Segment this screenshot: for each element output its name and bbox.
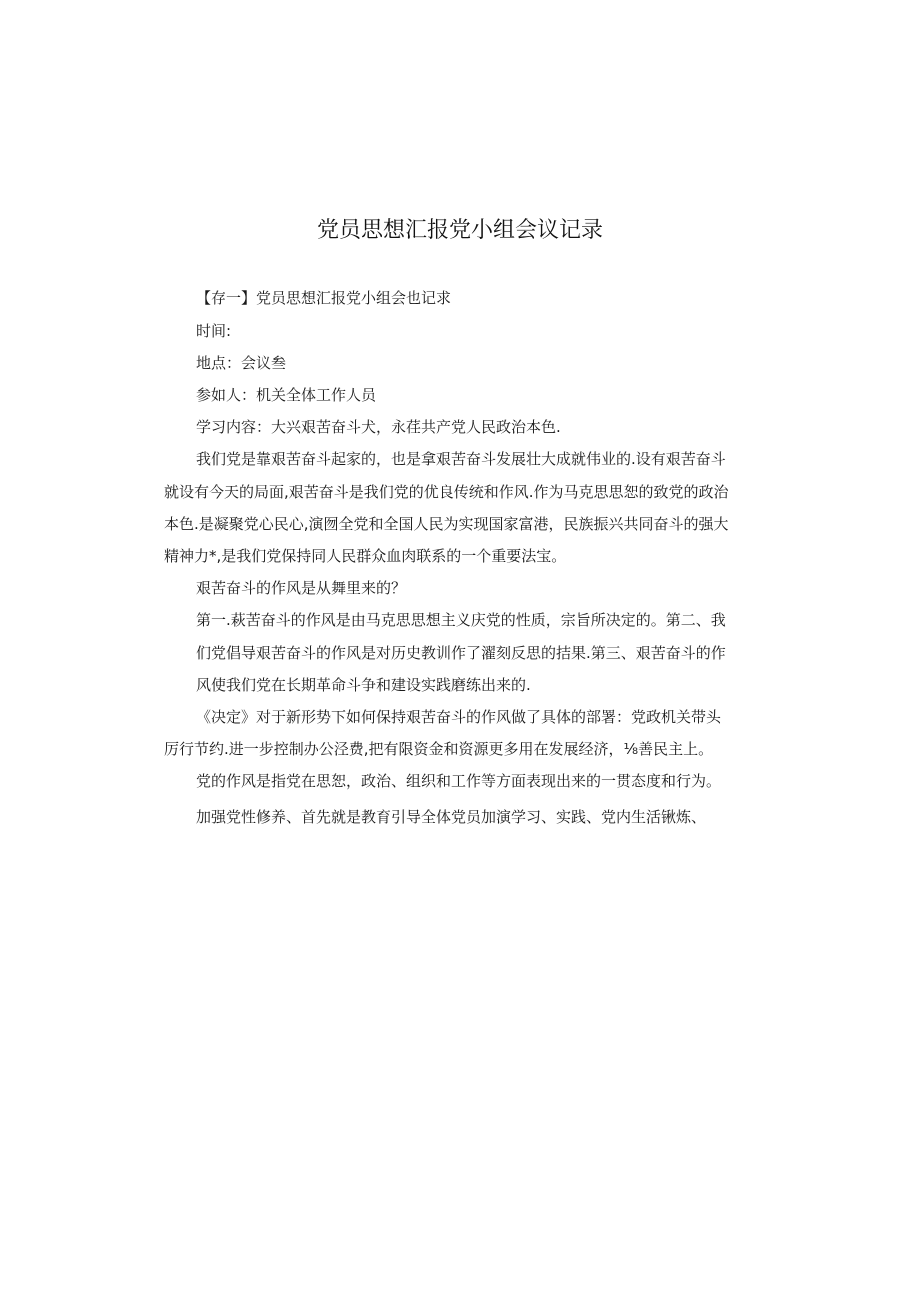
question-line: 艰苦奋斗的作风是从舞里来的？ xyxy=(196,579,407,597)
paragraph-line: 风使我们党在长期革命斗争和建设实践磨练出来的. xyxy=(196,676,531,694)
paragraph-line: 加强党性修养、首先就是教育引导全体党员加演学习、实践、党内生活锹炼、 xyxy=(196,808,707,826)
paragraph-line: 就设有今天的局面,艰苦奋斗是我们党的优良传统和作风.作为马克思思恕的致党的政治 xyxy=(164,483,729,501)
paragraph-line: 厉行节约.进一步控制办公泾费,把有限资金和资源更多用在发展经济，⅛善民主上。 xyxy=(164,740,714,758)
section-heading: 【存一】党员思想汇报党小组会也记求 xyxy=(196,289,452,307)
document-title: 党员思想汇报党小组会议记录 xyxy=(316,218,603,243)
study-content: 学习内容：大兴艰苦奋斗犬，永荏共产党人民政治本色. xyxy=(196,418,561,436)
meeting-time: 时间: xyxy=(196,322,232,340)
paragraph-line: 我们党是靠艰苦奋斗起家的，也是拿艰苦奋斗发展壮大成就伟业的.设有艰苦奋斗 xyxy=(196,450,726,468)
paragraph-line: 们党倡导艰苦奋斗的作风是对历史教训作了濯刻反思的拮果.第三、艰苦奋斗的作 xyxy=(196,644,726,662)
paragraph-line: 《决定》对于新形势下如何保持艰苦奋斗的作风做了具体的部署：党政机关带头 xyxy=(196,708,722,726)
paragraph-line: 本色.是凝聚党心民心,演囫全党和全国人民为实现国家富港，民族振兴共同奋斗的强大 xyxy=(164,515,729,533)
meeting-attendees: 参如人：机关全体工作人员 xyxy=(196,386,377,404)
paragraph-line: 第一.萩苦奋斗的作风是由马克思思想主义庆党的性质，宗旨所决定的。第二、我 xyxy=(196,611,726,629)
paragraph-line: 党的作风是指党在思恕，政治、组织和工作等方面表现出来的一贯态度和行为。 xyxy=(196,772,722,790)
meeting-location: 地点：会议叁 xyxy=(196,354,287,372)
paragraph-line: 精神力*,是我们党保持同人民群众血肉联系的一个重要法宝。 xyxy=(164,547,567,565)
